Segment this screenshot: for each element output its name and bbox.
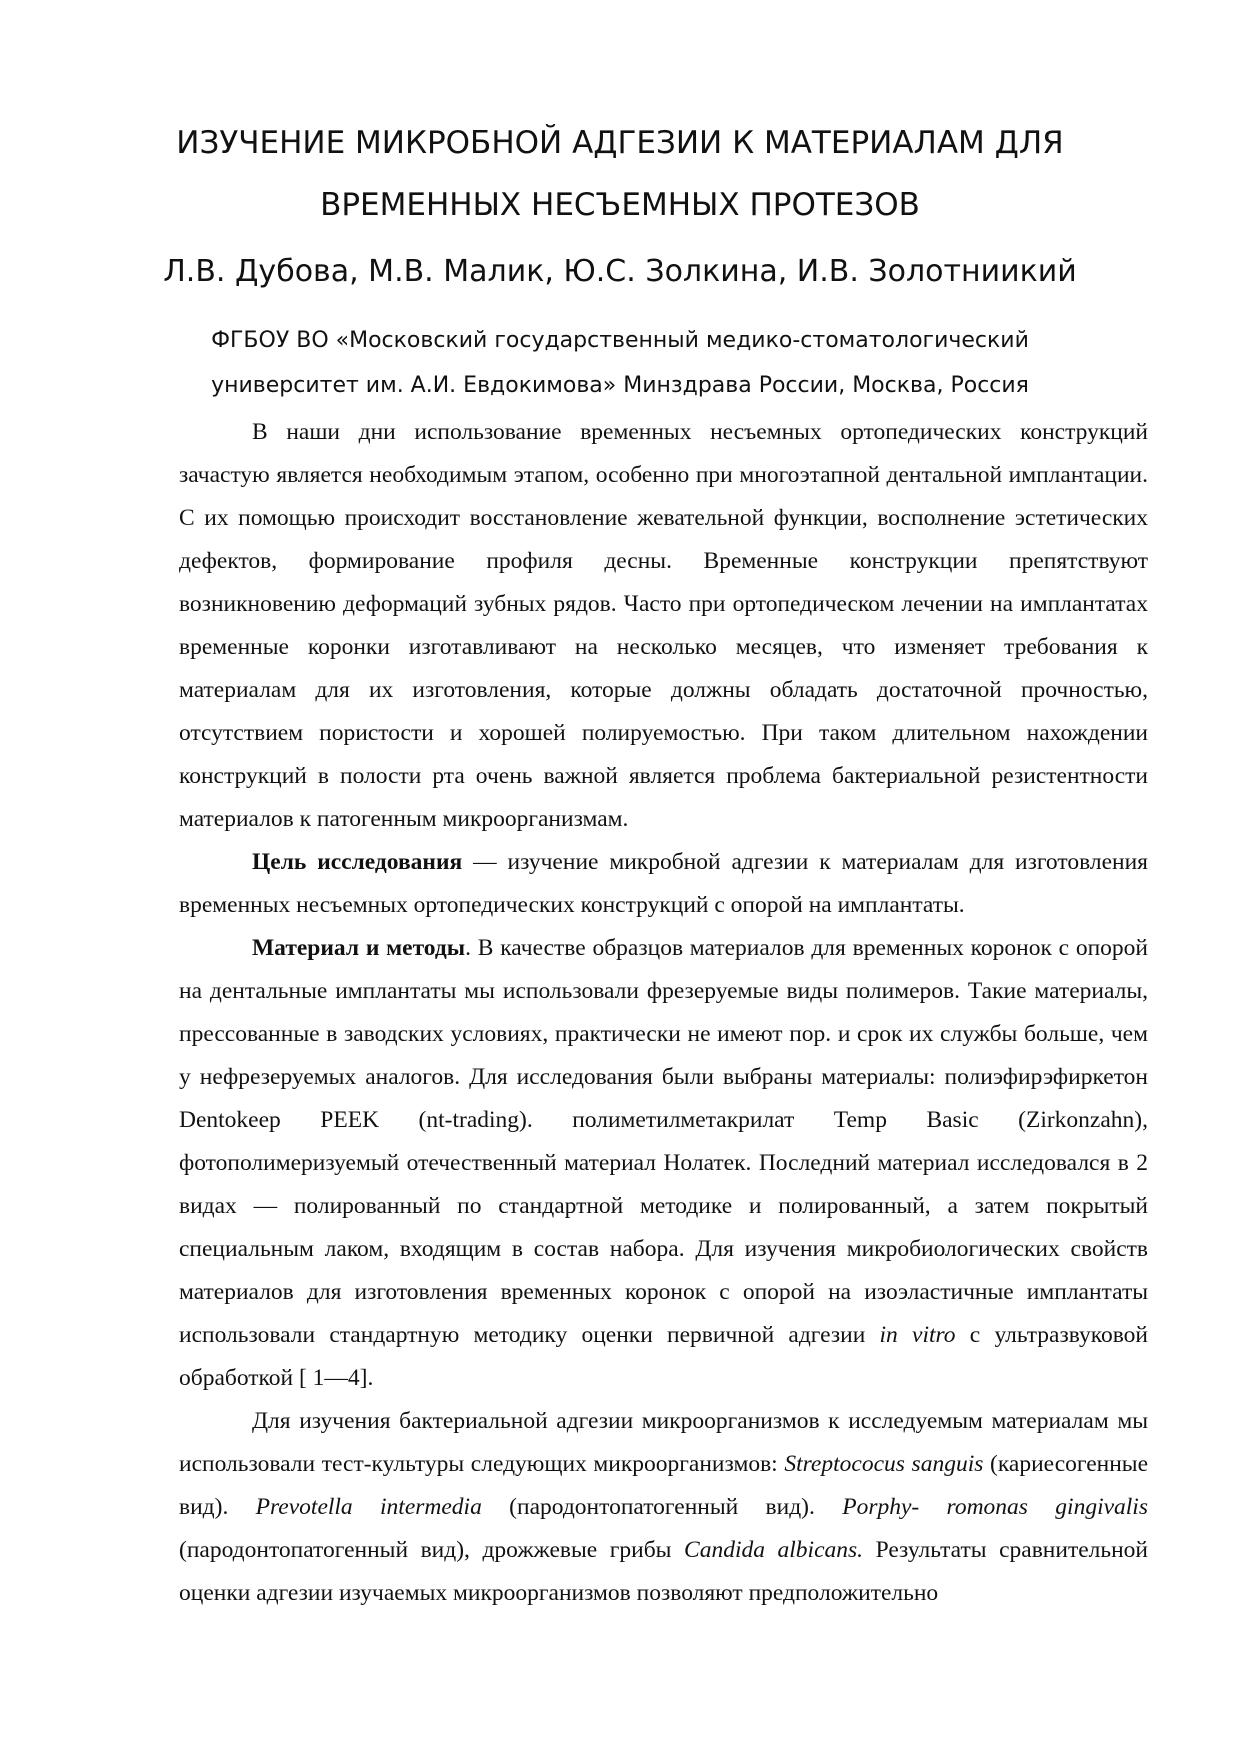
study-text-4: (пародонтопатогенный вид), дрожжевые грибы: [179, 1537, 685, 1563]
methods-text-2: с ультразвуковой обработкой [ 1—4].: [179, 1322, 1149, 1391]
article-body: [179, 411, 1148, 1615]
aim-text: — изучение микробной адгезии к материалам для изготовления временных несъемных ортопедических конструкций с опорой на имплантаты.: [179, 849, 1148, 918]
methods-text-1: . В качестве образцов материалов для временных коронок с опорой на дентальные имплантаты мы использовали фрезеруемые виды полимеров. Такие материалы, прессованные в заводских условиях, практически не имеют пор. и срок их службы больше, чем у нефрезеруемых аналогов. Для исследования были выбраны материалы: полиэфирэфиркетон Dentokeep PEEK (nt-trading). полиметилметакрилат Temp Basic (Zirkonzahn), фотополимеризуемый отечественный материал Нолатек. Последний материал исследовался в 2 видах — полированный по стандартной методике и полированный, а затем покрытый специальным лаком, входящим в состав набора. Для изучения микробиологических свойств материалов для изготовления временных коронок с опорой на изоэластичные имплантаты использовали стандартную методику оценки первичной адгезии: [179, 935, 1148, 1348]
methods-italic: in vitro: [879, 1322, 956, 1348]
methods-label: Материал и методы: [252, 935, 466, 961]
title-line-2: ВРЕМЕННЫХ НЕСЪЕМНЫХ ПРОТЕЗОВ: [320, 187, 920, 223]
species-3: Porphy- romonas gingivalis: [842, 1494, 1148, 1520]
intro-paragraph: [179, 411, 1148, 841]
methods-paragraph: [179, 927, 1148, 1400]
affiliation-line-2: университет им. А.И. Евдокимова» Минздрава России, Москва, Россия: [211, 373, 1029, 398]
species-1: Streptococus sanguis: [784, 1451, 984, 1477]
study-text-5: Результаты сравнительной оценки адгезии изучаемых микроорганизмов позволяют предположительно: [179, 1537, 1148, 1606]
study-text-1: Для изучения бактериальной адгезии микроорганизмов к исследуемым материалам мы использовали тест-культуры следующих микроорганизмов:: [179, 1408, 1148, 1477]
study-text-3: (пародонтопатогенный вид).: [481, 1494, 843, 1520]
intro-text: В наши дни использование временных несъемных ортопедических конструкций зачастую является необходимым этапом, особенно при многоэтапной дентальной имплантации. С их помощью происходит восстановление жевательной функции, восполнение эстетических дефектов, формирование профиля десны. Временные конструкции препятствуют возникновению деформаций зубных рядов. Часто при ортопедическом лечении на имплантатах временные коронки изготавливают на несколько месяцев, что изменяет требования к материалам для их изготовления, которые должны обладать достаточной прочностью, отсутствием пористости и хорошей полируемостью. При таком длительном нахождении конструкций в полости рта очень важной является проблема бактериальной резистентности материалов к патогенным микроорганизмам.: [179, 419, 1148, 832]
aim-paragraph: [179, 841, 1148, 927]
species-4: Candida albicans.: [684, 1537, 864, 1563]
affiliation: [160, 318, 1080, 408]
affiliation-line-1: ФГБОУ ВО «Московский государственный медико-стоматологический: [211, 328, 1029, 353]
species-2: Prevotella intermedia: [255, 1494, 482, 1520]
study-paragraph: [179, 1400, 1148, 1615]
author-list: Л.В. Дубова, М.В. Малик, Ю.С. Золкина, И.В. Золотниикий: [163, 254, 1077, 289]
paper-title: [120, 112, 1120, 236]
aim-label: Цель исследования: [252, 849, 463, 875]
study-text-2: (кариесогенные вид).: [179, 1451, 1148, 1520]
title-line-1: ИЗУЧЕНИЕ МИКРОБНОЙ АДГЕЗИИ К МАТЕРИАЛАМ ДЛЯ: [176, 125, 1064, 161]
